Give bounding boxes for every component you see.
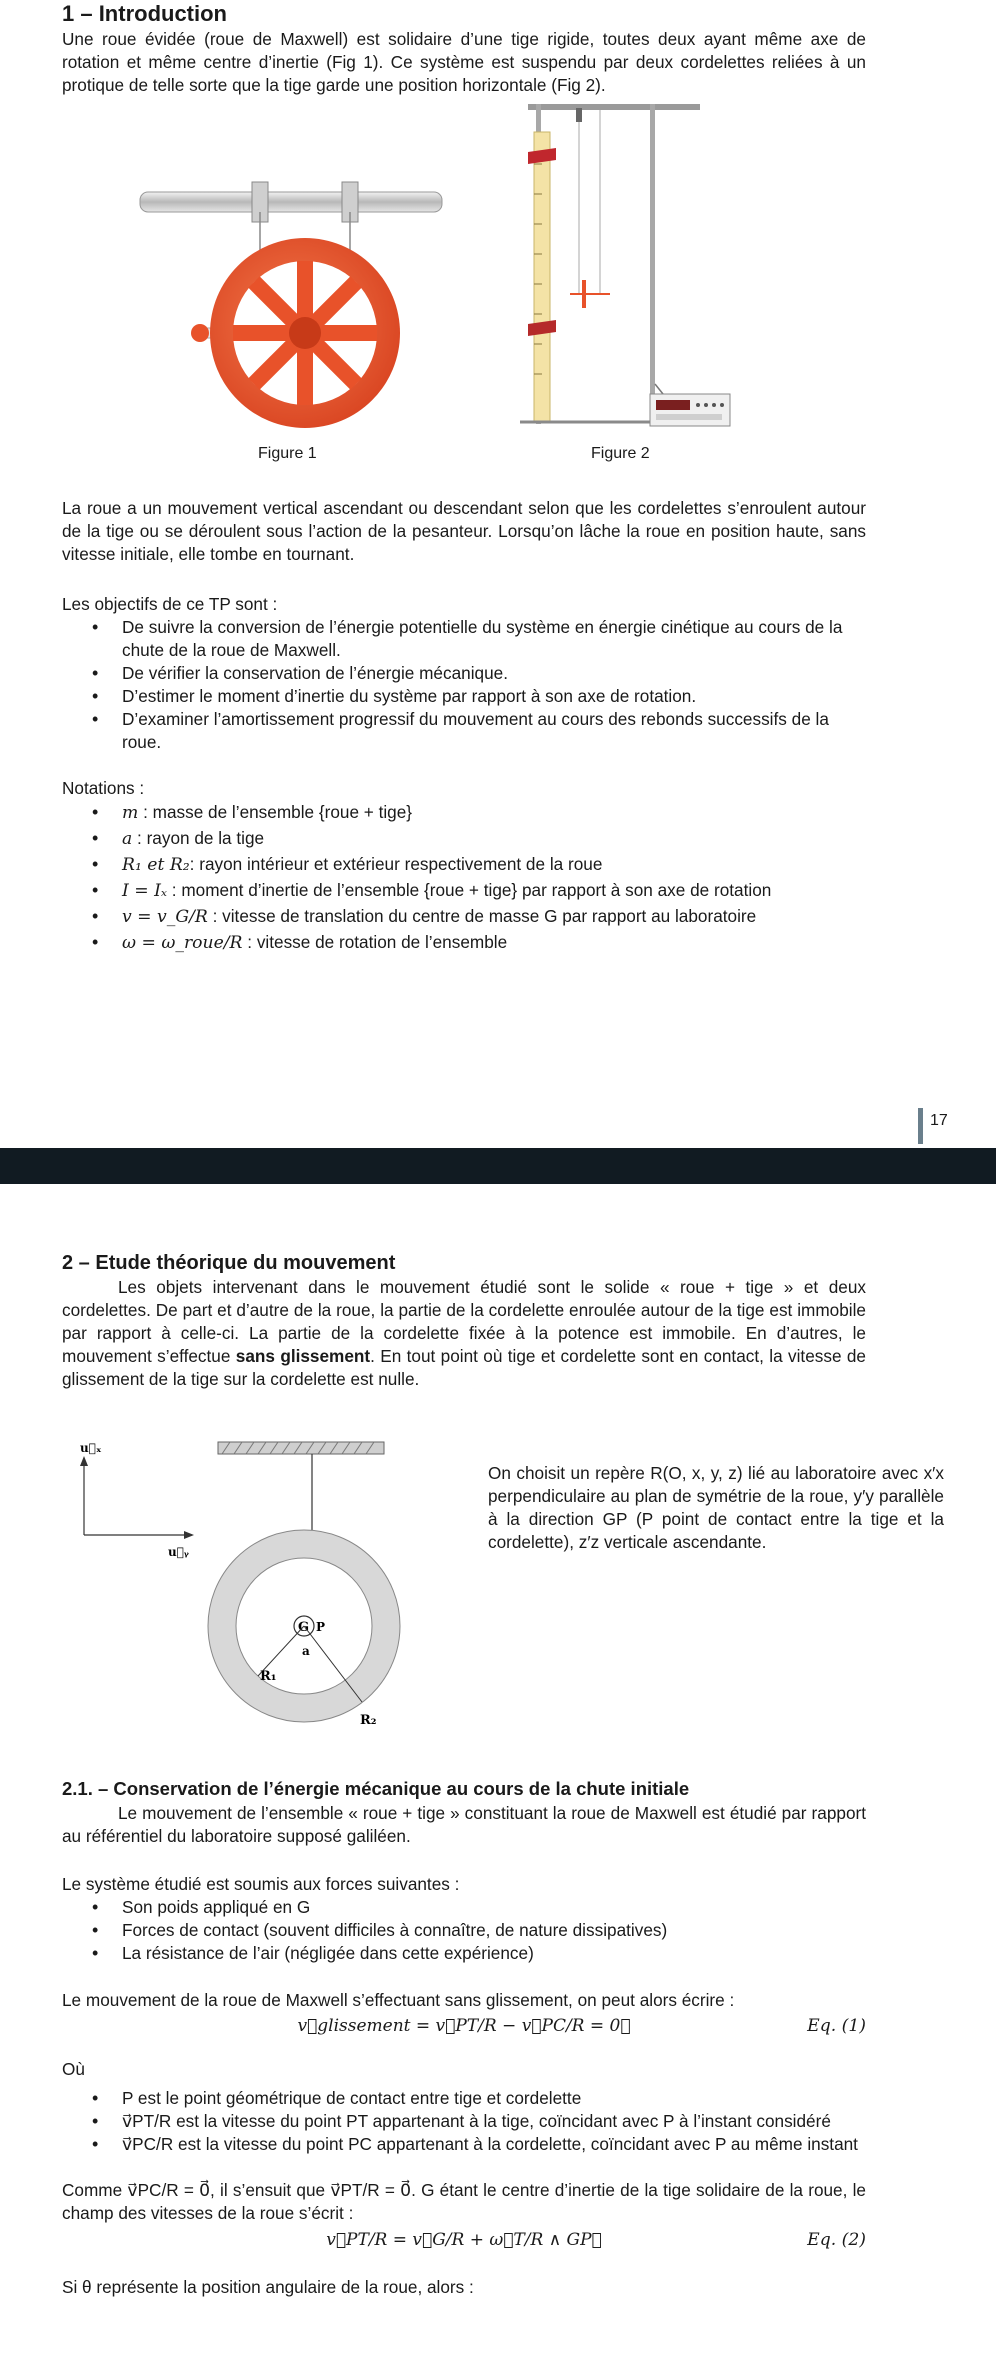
notations-list <box>62 800 866 956</box>
notations-title: Notations : <box>62 778 145 798</box>
ou-label: Où <box>62 2059 85 2079</box>
page-separator <box>0 1148 996 1184</box>
equation-2-tag: Eq. (2) <box>807 2230 866 2250</box>
motion-paragraph: La roue a un mouvement vertical ascendant ou descendant selon que les cordelettes s’enroulent autour de la tige ou se déroulent sous l’action de la pesanteur. Lorsqu’on lâche la roue en position haute, sans vitesse initiale, elle tombe en tournant. <box>62 498 866 564</box>
equation-2 <box>62 2225 866 2255</box>
equation-1 <box>62 2012 866 2042</box>
objectives-list <box>62 616 866 754</box>
equation-1-expression: v⃗glissement = v⃗PT/R − v⃗PC/R = 0⃗ <box>297 2016 631 2036</box>
list-item: • a : rayon de la tige <box>62 826 866 852</box>
ux-label: u⃗ₓ <box>80 1441 102 1455</box>
section-heading-introduction: 1 – Introduction <box>62 1 227 26</box>
figure-1-maxwell-wheel <box>138 168 444 438</box>
forces-list <box>62 1896 866 1965</box>
equation-2-expression: v⃗PT/R = v⃗G/R + ω⃗T/R ∧ GP⃗ <box>326 2230 602 2250</box>
list-item: • v⃗PT/R est la vitesse du point PT appartenant à la tige, coïncidant avec P à l’instant considéré <box>62 2110 866 2133</box>
intro-paragraph: Une roue évidée (roue de Maxwell) est solidaire d’une tige rigide, toutes deux ayant même axe de rotation et même centre d’inertie (Fig 1). Ce système est suspendu par deux cordelettes reliées à un protique de telle sorte que la tige garde une position horizontale (Fig 2). <box>62 29 866 95</box>
definitions-list <box>62 2087 866 2156</box>
angular-position-line: Si θ représente la position angulaire de la roue, alors : <box>62 2277 474 2297</box>
P-label: P <box>316 1620 326 1634</box>
list-item: • Forces de contact (souvent difficiles à connaître, de nature dissipatives) <box>62 1919 866 1942</box>
wheel-diagram <box>62 1440 422 1750</box>
list-item: • m : masse de l’ensemble {roue + tige} <box>62 800 866 826</box>
G-label: G <box>298 1620 310 1635</box>
a-label: a <box>302 1644 310 1658</box>
rolling-text: Le mouvement de la roue de Maxwell s’effectuant sans glissement, on peut alors écrire : <box>62 1990 735 2010</box>
figure-1-caption: Figure 1 <box>258 445 317 462</box>
subsection-intro: Le mouvement de l’ensemble « roue + tige » constituant la roue de Maxwell est étudié par rapport au référentiel du laboratoire supposé galiléen. <box>62 1803 866 1846</box>
list-item: • ω = ω_roue/R : vitesse de rotation de l’ensemble <box>62 930 866 956</box>
R2-label: R₂ <box>360 1713 377 1728</box>
equation-1-tag: Eq. (1) <box>807 2016 866 2036</box>
list-item: • Son poids appliqué en G <box>62 1896 866 1919</box>
forces-title: Le système étudié est soumis aux forces suivantes : <box>62 1874 460 1894</box>
R1-label: R₁ <box>260 1669 277 1684</box>
theory-intro-paragraph: Les objets intervenant dans le mouvement étudié sont le solide « roue + tige » et deux cordelettes. De part et d’autre de la roue, la partie de la cordelette enroulée autour de la tige est immobile par rapport à celle-ci. La partie de la cordelette fixée à la potence est immobile. En d’autres, le mouvement s’effectue sans glissement. En tout point où tige et cordelette sont en contact, la vitesse de glissement de la tige sur la cordelette est nulle. <box>62 1277 866 1389</box>
list-item: • D’estimer le moment d’inertie du système par rapport à son axe de rotation. <box>62 685 866 708</box>
list-item: • v⃗PC/R est la vitesse du point PC appartenant à la cordelette, coïncidant avec P au même instant <box>62 2133 866 2156</box>
reference-frame-paragraph: On choisit un repère R(O, x, y, z) lié au laboratoire avec x′x perpendiculaire au plan de symétrie de la roue, y′y parallèle à la direction GP (P point de contact entre la tige et la cordelette), z′z verticale ascendante. <box>488 1463 944 1552</box>
figure-2-apparatus <box>500 104 740 434</box>
velocity-field-paragraph: Comme v⃗PC/R = 0⃗, il s’ensuit que v⃗PT/R = 0⃗. G étant le centre d’inertie de la tige solidaire de la roue, le champ des vitesses de la roue s’écrit : <box>62 2180 866 2223</box>
uy-label: u⃗ᵧ <box>168 1545 189 1559</box>
page-number: 17 <box>930 1112 948 1129</box>
page-marker <box>918 1108 923 1144</box>
subsection-heading-energy: 2.1. – Conservation de l’énergie mécanique au cours de la chute initiale <box>62 1778 690 1799</box>
list-item: • La résistance de l’air (négligée dans cette expérience) <box>62 1942 866 1965</box>
figure-2-caption: Figure 2 <box>591 445 650 462</box>
list-item: • I = Iₓ : moment d’inertie de l’ensemble {roue + tige} par rapport à son axe de rotation <box>62 878 866 904</box>
list-item: • P est le point géométrique de contact entre tige et cordelette <box>62 2087 866 2110</box>
page-2 <box>0 1184 996 2374</box>
list-item: • v = v_G/R : vitesse de translation du centre de masse G par rapport au laboratoire <box>62 904 866 930</box>
list-item: • De vérifier la conservation de l’énergie mécanique. <box>62 662 866 685</box>
list-item: • R₁ et R₂: rayon intérieur et extérieur respectivement de la roue <box>62 852 866 878</box>
page-1 <box>0 0 996 1148</box>
objectives-title: Les objectifs de ce TP sont : <box>62 594 278 614</box>
section-heading-theory: 2 – Etude théorique du mouvement <box>62 1252 396 1274</box>
list-item: • De suivre la conversion de l’énergie potentielle du système en énergie cinétique au cours de la chute de la roue de Maxwell. <box>62 616 866 662</box>
list-item: • D’examiner l’amortissement progressif du mouvement au cours des rebonds successifs de la roue. <box>62 708 866 754</box>
